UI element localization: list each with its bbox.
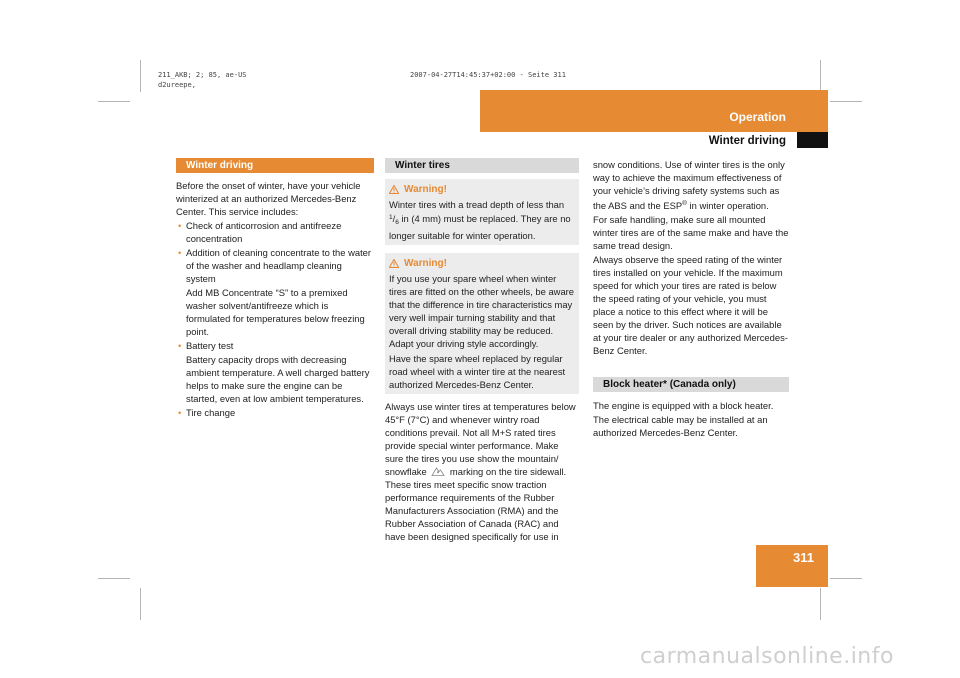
print-info-line2: d2ureepe,: [158, 81, 196, 89]
paragraph: The electrical cable may be installed at an authorized Mercedes-Benz Center.: [593, 414, 768, 439]
paragraph: For safe handling, make sure all mounted winter tires are of the same make and have the same tread design.: [593, 214, 789, 252]
list-item: • Battery test: [176, 339, 374, 352]
list-item: • Addition of cleaning concentrate to the water of the washer and headlamp cleaning system: [176, 246, 374, 285]
list-item-detail: Battery capacity drops with decreasing ambient temperature. A well charged battery helps to make sure the engine can be started, even at low ambient temperatures.: [186, 354, 370, 404]
warning-title: [389, 183, 575, 196]
print-info-line1-left: 211_AKB; 2; 85, ae-US: [158, 71, 247, 79]
intro-text: Before the onset of winter, have your vehicle winterized at an authorized Mercedes-Benz Center. This service includes:: [176, 180, 361, 217]
crop-mark: [98, 101, 130, 102]
crop-mark: [830, 578, 862, 579]
warning-text: If you use your spare wheel when winter tires are fitted on the other wheels, be aware that the difference in tire characteristics may very well impair turning stability and that overall driving stability may be reduced. Adapt your driving style accordingly.: [389, 273, 575, 349]
crop-mark: [820, 588, 821, 620]
warning-box-tread-depth: [385, 179, 579, 245]
text-after-reg: in winter operation.: [686, 200, 769, 212]
warning-triangle-icon: [389, 259, 399, 268]
mountain-snowflake-icon: [431, 466, 445, 476]
crop-mark: [830, 101, 862, 102]
warning-title-text: Warning!: [404, 184, 447, 195]
header-marker: [797, 132, 828, 148]
heading-block-heater: Block heater* (Canada only): [593, 377, 789, 392]
crop-mark: [140, 588, 141, 620]
body-text-after-icon: marking on the tire sidewall. These tires meet specific snow traction performance requirements of the Rubber Manufacturers Association (RMA) and the Rubber Association of Canada (RAC) and have been designed specifically for use in: [385, 466, 567, 542]
section-title: Operation: [729, 110, 786, 124]
subsection-title: Winter driving: [708, 135, 786, 147]
body-text-before-icon: Always use winter tires at temperatures below 45°F (7°C) and whenever wintry road conditions prevail. Not all M+S rated tires provide special winter performance. Make sure the tires you use show the mountain/ snowflake: [385, 401, 576, 477]
fraction-one-sixth: $^1/_6$: [389, 213, 399, 226]
list-item: • Check of anticorrosion and antifreeze concentration: [176, 219, 374, 245]
print-info-line1-right: 2007-04-27T14:45:37+02:00 - Seite 311: [410, 71, 566, 79]
column-continued: [593, 158, 789, 439]
heading-winter-driving: Winter driving: [176, 158, 374, 173]
crop-mark: [98, 578, 130, 579]
warning-text-after: in (4 mm) must be replaced. They are no longer suitable for winter operation.: [389, 213, 571, 241]
text-before-reg: snow conditions. Use of winter tires is the only way to achieve the maximum effectiveness of your vehicle’s driving safety systems such as the ABS and the ESP: [593, 159, 785, 212]
warning-triangle-icon: [389, 185, 399, 194]
column-winter-driving: [176, 158, 374, 419]
print-info: [158, 70, 247, 90]
heading-winter-tires: Winter tires: [385, 158, 579, 173]
warning-text: [389, 198, 575, 242]
list-item: • Tire change: [176, 406, 374, 419]
registered-mark: ®: [682, 200, 687, 207]
list-item-detail: Add MB Concentrate “S” to a premixed washer solvent/antifreeze which is formulated for temperatures below freezing point.: [186, 287, 365, 337]
warning-title: [389, 257, 575, 270]
winter-tires-continued: [593, 158, 789, 212]
paragraph: The engine is equipped with a block heater.: [593, 400, 774, 412]
paragraph: Always observe the speed rating of the winter tires installed on your vehicle. If the maximum speed for which your tires are rated is below the speed rating of your vehicle, you must place a notice to this effect where it will be seen by the driver. Such notices are available at your tire dealer or any authorized Mercedes-Benz Center.: [593, 254, 788, 357]
column-winter-tires: [385, 158, 579, 543]
warning-box-spare-wheel: [385, 253, 579, 394]
page-number: 311: [793, 550, 814, 565]
winter-tires-body: [385, 400, 579, 543]
service-list: [176, 219, 374, 419]
watermark: carmanualsonline.info: [640, 644, 894, 669]
warning-title-text: Warning!: [404, 258, 447, 269]
crop-mark: [820, 60, 821, 92]
warning-text-before: Winter tires with a tread depth of less than: [389, 199, 565, 210]
fraction-denominator: 6: [395, 219, 399, 226]
crop-mark: [140, 60, 141, 92]
fraction-numerator: 1: [389, 214, 393, 221]
warning-text: Have the spare wheel replaced by regular road wheel with a winter tire at the nearest authorized Mercedes-Benz Center.: [389, 353, 566, 390]
